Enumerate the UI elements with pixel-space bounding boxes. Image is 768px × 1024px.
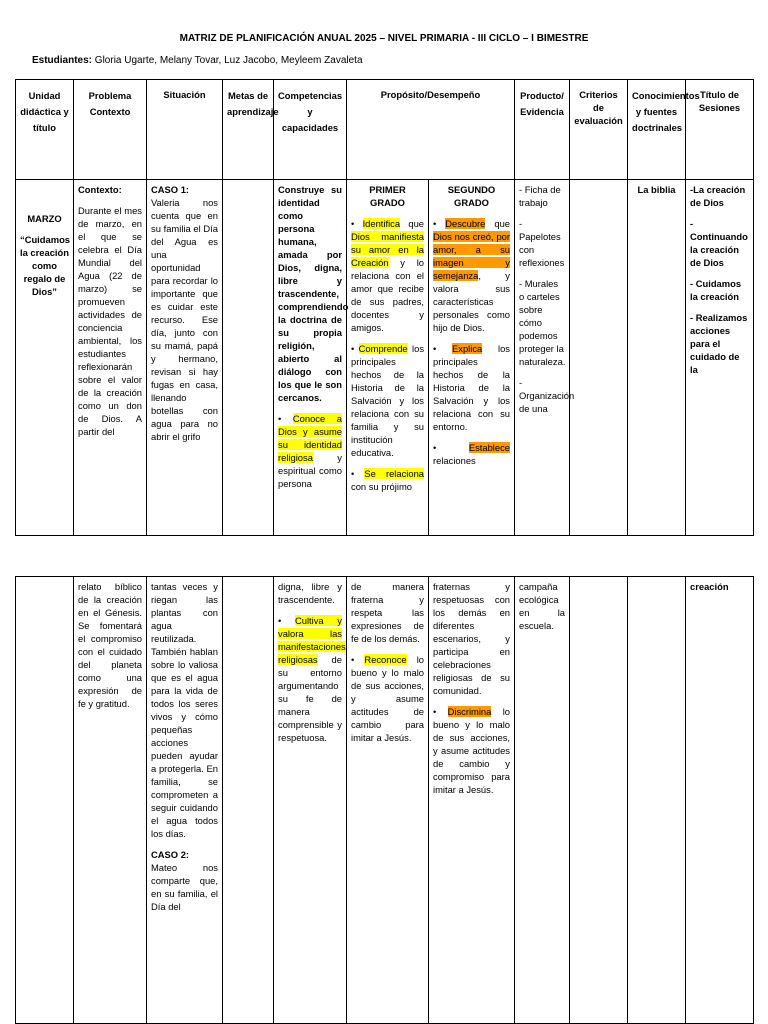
producto-cell: [515, 180, 575, 536]
capacidad-1-rest: y espiritual como persona: [278, 452, 342, 489]
desempeno-s2: • Explica los principales hechos de la Historia de la Salvación y los relaciona con su entorno.: [433, 343, 510, 432]
criterios-cell: [570, 180, 628, 536]
sesion-item: - Continuando la creación de Dios: [690, 218, 748, 268]
col-metas: Metas de aprendizaje: [223, 80, 274, 180]
producto-item: - Murales o carteles sobre cómo podemos proteger la naturaleza.: [519, 278, 566, 367]
s1-highlight-phrase: Dios nos creó, por amor, a su imagen y semejanza: [433, 231, 510, 281]
unidad-cell: [16, 180, 74, 536]
competencias-cell: [274, 180, 347, 536]
s4-text: lo bueno y lo malo de sus acciones, y asume actitudes de cambio y compromiso para imitar a Jesús.: [433, 706, 510, 795]
criterios-cell-cont: [570, 577, 628, 1024]
planning-table-top: [15, 79, 754, 536]
students-label: Estudiantes:: [32, 55, 93, 66]
capacidad-1: • Conoce a Dios y asume su identidad religiosa y espiritual como persona: [278, 413, 342, 489]
caso2-label: CASO 2:: [151, 849, 190, 860]
p4-text: lo bueno y lo malo de sus acciones, y asume actitudes de cambio para imitar a Jesús.: [351, 654, 425, 743]
s3-text: relaciones: [433, 455, 476, 466]
situacion-cell: [147, 180, 223, 536]
desempeno-s1: • Descubre que Dios nos creó, por amor, a su imagen y semejanza, y valora sus características personales como hijo de Dios.: [433, 218, 511, 333]
primer-grado-cell-cont: [347, 577, 429, 1024]
competencias-cell-cont: [274, 577, 347, 1024]
primer-grado-cell: [347, 180, 429, 536]
caso1-text: Valeria nos cuenta que en su familia el Día del Agua es una oportunidad para recordar lo importante que es cuidar este recurso. Ese día, junto con su mamá, papá y hermano, revisan si hay fugas en casa, llenando botellas con agua para no abrir el grifo: [151, 197, 218, 442]
contexto-cell: [74, 180, 147, 536]
col-unidad: Unidad didáctica y título: [16, 80, 74, 180]
col-criterios: Criterios de evaluación: [570, 80, 628, 180]
competencia-text: Construye su identidad como persona humana, amada por Dios, digna, libre y trascendente, comprendiendo la doctrina de su propia religión, abierto al diálogo con los que le son cercanos.: [278, 184, 349, 403]
s1-text-a: que: [485, 218, 511, 229]
desempeno-p2: • Comprende los principales hechos de la Historia de la Salvación y los relaciona con su familia y su institución educativa.: [351, 343, 425, 458]
p1-highlight-phrase: Dios manifiesta su amor en la Creación: [351, 231, 424, 268]
p4-highlight: Reconoce: [364, 654, 407, 665]
s2-text: los principales hechos de la Historia de la Salvación y los relaciona con su entorno.: [433, 343, 510, 432]
col-competencias: Competencias y capacidades: [274, 80, 347, 180]
caso1-label: CASO 1:: [151, 184, 190, 195]
capacidad-1-highlight: Conoce a Dios y asume su identidad religiosa: [278, 413, 342, 463]
desempeno-p3-cont: de manera fraterna y respeta las expresiones de fe de los demás.: [351, 581, 424, 644]
page-title: MATRIZ DE PLANIFICACIÓN ANUAL 2025 – NIVEL PRIMARIA - III CICLO – I BIMESTRE: [179, 33, 589, 44]
p3-text: con su prójimo: [351, 481, 412, 492]
col-situacion: Situación: [147, 80, 223, 180]
metas-cell: [223, 180, 274, 536]
conocimientos-cell-cont: [628, 577, 686, 1024]
p1-text-a: que: [400, 218, 425, 229]
caso1-text-cont: tantas veces y riegan las plantas con agua reutilizada. También hablan sobre lo valiosa que es el agua para la vida de todos los seres vivos y cómo pequeñas acciones pueden ayudar a protegerla. En familia, se comprometen a seguir cuidando el agua todos los días.: [151, 581, 218, 839]
col-titulo: Título de Sesiones: [686, 80, 754, 180]
desempeno-p1: • Identifica que Dios manifiesta su amor en la Creación y lo relaciona con el amor que recibe de sus padres, docentes y amigos.: [351, 218, 425, 333]
segundo-grado-cell: [429, 180, 515, 536]
unidad-cell-cont: [16, 577, 74, 1024]
caso2-text: Mateo nos comparte que, en su familia, el Día del: [151, 862, 218, 912]
col-problema: Problema Contexto: [74, 80, 147, 180]
col-producto: Producto/ Evidencia: [515, 80, 570, 180]
s1-highlight-verb: Descubre: [445, 218, 486, 229]
desempeno-s3: • Establece relaciones: [433, 442, 510, 466]
producto-item: - Organización de una: [519, 377, 575, 414]
unidad-titulo: “Cuidamos la creación como regalo de Dios”: [20, 234, 71, 297]
contexto-cell-cont: relato bíblico de la creación en el Génesis. Se fomentará el compromiso con el cuidado del planeta como una expresión de fe y gratitud.: [74, 577, 147, 1024]
s3-highlight: Establece: [468, 442, 510, 453]
capacidad-2-highlight: Cultiva y valora las manifestaciones religiosas: [278, 615, 346, 665]
col-proposito: Propósito/Desempeño: [347, 80, 515, 180]
desempeno-s4: • Discrimina lo bueno y lo malo de sus acciones, y asume actitudes de cambio y compromiso para imitar a Jesús.: [433, 706, 510, 795]
contexto-text: Durante el mes de marzo, en el que se celebra el Día Mundial del Agua (22 de marzo) se promueven actividades de conciencia ambiental, los estudiantes reflexionarán sobre el valor de la creación como un don de Dios. A partir del: [78, 205, 142, 437]
conocimientos-cell: La biblia: [628, 180, 686, 536]
sesion-item: -La creación de Dios: [690, 184, 746, 208]
p1-text-b: y lo relaciona con el amor que recibe de sus padres, docentes y amigos.: [351, 257, 424, 333]
s2-highlight: Explica: [452, 343, 483, 354]
segundo-grado-title: SEGUNDO GRADO: [447, 184, 496, 208]
sesion-item: - Cuidamos la creación: [690, 278, 742, 302]
p1-highlight-verb: Identifica: [362, 218, 401, 229]
desempeno-s3-cont: fraternas y respetuosas con los demás en diferentes escenarios, y participa en celebraciones religiosas de su comunidad.: [433, 581, 510, 696]
students-names: Gloria Ugarte, Melany Tovar, Luz Jacobo, Meyleem Zavaleta: [94, 55, 363, 66]
p2-highlight: Comprende: [358, 343, 408, 354]
situacion-cell-cont: [147, 577, 223, 1024]
capacidad-2-rest: de su entorno argumentando su fe de manera comprensible y respetuosa.: [278, 654, 342, 743]
s4-highlight: Discrimina: [447, 706, 492, 717]
capacidad-1-cont: digna, libre y trascendente.: [278, 581, 342, 605]
col-conocimientos: Conocimientos y fuentes doctrinales: [628, 80, 686, 180]
primer-grado-title: PRIMER GRADO: [369, 184, 406, 208]
sesiones-cell-cont: creación: [686, 577, 754, 1024]
desempeno-p3: • Se relaciona con su prójimo: [351, 468, 424, 492]
desempeno-p4: • Reconoce lo bueno y lo malo de sus acciones, y asume actitudes de cambio para imitar a Jesús.: [351, 654, 425, 743]
p2-text: los principales hechos de la Historia de la Salvación y los relaciona con su familia y su institución educativa.: [351, 343, 425, 458]
planning-table-bottom: [15, 576, 754, 1024]
contexto-label: Contexto:: [78, 184, 122, 195]
segundo-grado-cell-cont: [429, 577, 515, 1024]
sesion-item: - Realizamos acciones para el cuidado de la: [690, 312, 748, 375]
students-line: [32, 55, 363, 66]
producto-item: - Papelotes con reflexiones: [519, 218, 565, 268]
capacidad-2: • Cultiva y valora las manifestaciones religiosas de su entorno argumentando su fe de manera comprensible y respetuosa.: [278, 615, 346, 743]
producto-cell-cont: campaña ecológica en la escuela.: [515, 577, 570, 1024]
p3-highlight: Se relaciona: [364, 468, 424, 479]
unidad-mes: MARZO: [27, 213, 62, 224]
metas-cell-cont: [223, 577, 274, 1024]
producto-item: - Ficha de trabajo: [519, 184, 561, 208]
s1-text-b: , y valora sus características personales como hijo de Dios.: [433, 270, 510, 333]
sesiones-cell: [686, 180, 754, 536]
